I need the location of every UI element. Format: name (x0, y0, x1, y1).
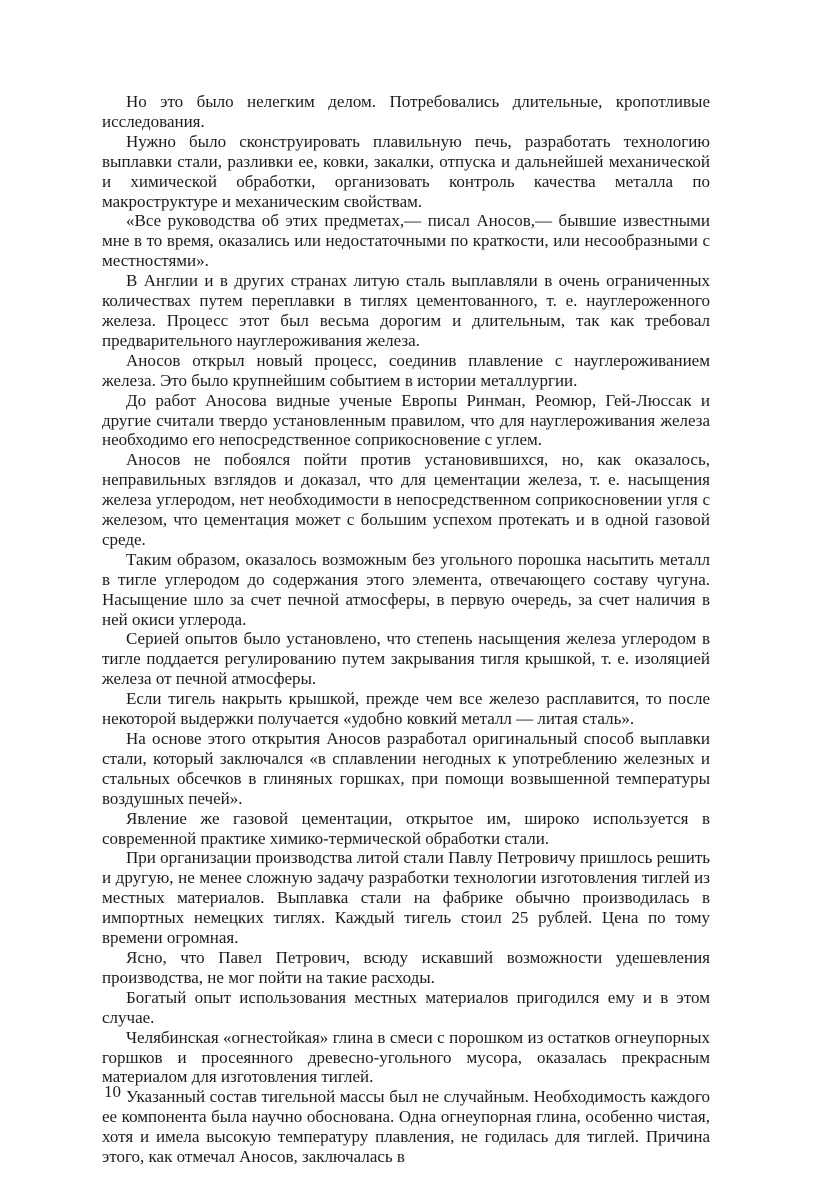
paragraph-4: В Англии и в других странах литую сталь выплавляли в очень ограниченных количествах путем переплавки в тиглях цементованного, т. е. науглероженного железа. Процесс этот был весьма дорогим и длительным, так как требовал предварительного науглероживания железа. (102, 271, 710, 350)
paragraph-10: Если тигель накрыть крышкой, прежде чем все железо расплавится, то после некоторой выдержки получается «удобно ковкий металл — литая сталь». (102, 689, 710, 729)
paragraph-13: При организации производства литой стали Павлу Петровичу пришлось решить и другую, не менее сложную задачу разработки технологии изготовления тиглей из местных материалов. Выплавка стали на фабрике обычно производилась в импортных немецких тиглях. Каждый тигель стоил 25 рублей. Цена по тому времени огромная. (102, 848, 710, 948)
paragraph-9: Серией опытов было установлено, что степень насыщения железа углеродом в тигле поддается регулированию путем закрывания тигля крышкой, т. е. изоляцией железа от печной атмосферы. (102, 629, 710, 689)
paragraph-2: Нужно было сконструировать плавильную печь, разработать технологию выплавки стали, разливки ее, ковки, закалки, отпуска и дальнейшей механической и химической обработки, организовать контроль качества металла по макроструктуре и механическим свойствам. (102, 131, 710, 211)
paragraph-7: Аносов не побоялся пойти против установившихся, но, как оказалось, неправильных взглядов и доказал, что для цементации железа, т. е. насыщения железа углеродом, нет необходимости в непосредственном соприкосновении угля с железом, что цементация может с большим успехом протекать и в одной газовой среде. (102, 450, 710, 549)
paragraph-12: Явление же газовой цементации, открытое им, широко используется в современной практике химико-термической обработки стали. (102, 808, 710, 848)
page-number: 10 (104, 1082, 121, 1101)
paragraph-11: На основе этого открытия Аносов разработал оригинальный способ выплавки стали, который заключался «в сплавлении негодных к употреблению железных и стальных обсечков в глиняных горшках, при помощи возвышенной температуры воздушных печей». (102, 729, 710, 808)
page-text (102, 92, 710, 1167)
paragraph-15: Богатый опыт использования местных материалов пригодился ему и в этом случае. (102, 987, 710, 1027)
paragraph-3: «Все руководства об этих предметах,— писал Аносов,— бывшие известными мне в то время, оказались или недостаточными по краткости, или несообразными с местностями». (102, 211, 710, 271)
paragraph-8: Таким образом, оказалось возможным без угольного порошка насытить металл в тигле углеродом до содержания этого элемента, отвечающего составу чугуна. Насыщение шло за счет печной атмосферы, в первую очередь, за счет наличия в ней окиси углерода. (102, 549, 710, 629)
paragraph-1: Но это было нелегким делом. Потребовались длительные, кропотливые исследования. (102, 92, 710, 131)
paragraph-14: Ясно, что Павел Петрович, всюду искавший возможности удешевления производства, не мог пойти на такие расходы. (102, 947, 710, 987)
paragraph-17: Указанный состав тигельной массы был не случайным. Необходимость каждого ее компонента была научно обоснована. Одна огнеупорная глина, особенно чистая, хотя и имела высокую температуру плавления, не годилась для тиглей. Причина этого, как отмечал Аносов, заключалась в (102, 1087, 710, 1167)
paragraph-6: До работ Аносова видные ученые Европы Ринман, Реомюр, Гей-Люссак и другие считали твердо установленным правилом, что для науглероживания железа необходимо его непосредственное соприкосновение с углем. (102, 390, 710, 450)
paragraph-16: Челябинская «огнестойкая» глина в смеси с порошком из остатков огнеупорных горшков и просеянного древесно-угольного мусора, оказалась прекрасным материалом для изготовления тиглей. (102, 1027, 710, 1087)
paragraph-5: Аносов открыл новый процесс, соединив плавление с науглероживанием железа. Это было крупнейшим событием в истории металлургии. (102, 350, 710, 390)
